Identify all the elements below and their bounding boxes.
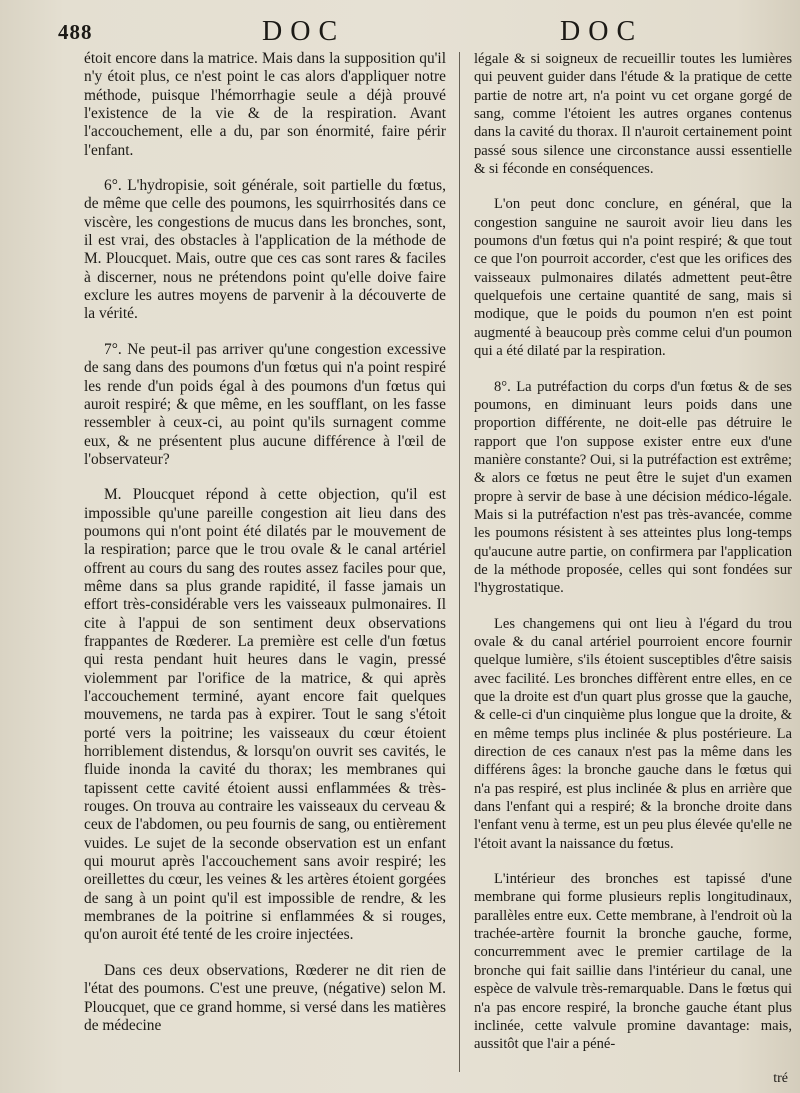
paragraph: étoit encore dans la matrice. Mais dans la supposition qu'il n'y étoit plus, ce n'est point le cas alors d'appliquer notre méthode, puisque l'hémorrhagie seule a déjà prouvé l'existence de la vie & de la respiration. Avant l'accouchement, elle a du, par son énormité, faire périr l'enfant. <box>84 50 446 159</box>
paragraph: M. Ploucquet répond à cette objection, qu'il est impossible qu'une pareille congestion ait lieu dans des poumons qui n'ont point été dilatés par le mouvement de la respiration; parce que le trou ovale & le canal artériel offrent au cours du sang des routes assez faciles pour que, même dans sa plus grande rapidité, il fasse jamais un effort très-considérable vers les vaisseaux pulmonaires. Il cite à l'appui de son sentiment deux observations frappantes de Rœderer. La première est celle d'un fœtus qui resta pendant huit heures dans le vagin, pressé violemment par l'orifice de la matrice, & qui après l'accouchement terminé, ayant encore fait quelques mouvemens, ne tarda pas à expirer. Tout le sang s'étoit porté vers la poitrine; les vaisseaux du cœur étoient horriblement distendus, & lorsqu'on ouvrit ses cavités, le fluide inonda la cavité du thorax; les membranes qui tapissent cette cavité étoient aussi enflammées & très-rouges. On trouva au contraire les vaisseaux du cerveau & ceux de l'abdomen, ou peu fournis de sang, ou entièrement vuides. Le sujet de la seconde observation est un enfant qui mourut après l'accouchement sans avoir respiré; les oreillettes du cœur, les veines & les artères étoient gorgées de sang à un point qu'il est impossible de rendre, & les membranes de la poitrine si enflammées & si rouges, qu'on auroit été tenté de les croire injectées. <box>84 486 446 944</box>
page-number: 488 <box>58 20 93 44</box>
paragraph: 6°. L'hydropisie, soit générale, soit partielle du fœtus, de même que celle des poumons, les squirrhosités dans ce viscère, les congestions de mucus dans les bronches, sont, il est vrai, des obstacles à l'application de la méthode de M. Ploucquet. Mais, outre que ces cas sont rares & faciles à discerner, nous ne prétendons point qu'elle doive faire exclure les autres moyens de parvenir à la découverte de la vérité. <box>84 177 446 323</box>
running-head-right: DOC <box>560 16 644 47</box>
running-head-left: DOC <box>262 16 346 47</box>
paragraph: Les changemens qui ont lieu à l'égard du trou ovale & du canal artériel pourroient encore fournir quelque lumière, s'ils étoient susceptibles d'être saisis avec facilité. Les bronches diffèrent entre elles, en ce que la droite est d'un quart plus grosse que la gauche, & celle-ci d'un cinquième plus longue que la droite, & en même temps plus inclinée & plus postérieure. La direction de ces canaux n'est pas la même dans les différens âges: la bronche gauche dans le fœtus qui n'a pas respiré, est plus inclinée & plus en arrière que dans l'enfant qui a respiré; & la bronche droite dans l'enfant venu à terme, est un peu plus élevée qu'elle ne l'étoit avant la naissance du fœtus. <box>474 615 792 852</box>
column-divider <box>459 52 460 1072</box>
catchword: tré <box>773 1071 788 1086</box>
paragraph: L'intérieur des bronches est tapissé d'une membrane qui forme plusieurs replis longitudinaux, parallèles entre eux. Cette membrane, à l'endroit où la trachée-artère fournit la bronche gauche, forme, concurremment avec le premier cartilage de la bronche qui fait saillie dans l'intérieur du canal, une espèce de valvule très-remarquable. Dans le fœtus qui n'a pas encore respiré, la bronche gauche étant plus inclinée, cette valvule promine davantage: mais, aussitôt que l'air a péné- <box>474 871 792 1053</box>
paragraph: L'on peut donc conclure, en général, que la congestion sanguine ne sauroit avoir lieu dans les poumons d'un fœtus qui n'a point respiré; & que tout ce que l'on pourroit accorder, c'est que les orifices des vaisseaux pulmonaires dilatés admettent peut-être quelquefois une certaine quantité de sang, mais si modique, que le poids du poumon n'en est point augmenté à beaucoup près comme celui d'un poumon qui a été dilaté par la respiration. <box>474 196 792 360</box>
paragraph: Dans ces deux observations, Rœderer ne dit rien de l'état des poumons. C'est une preuve, (négative) selon M. Ploucquet, que ce grand homme, si versé dans les matières de médecine <box>84 961 446 1034</box>
paragraph: 8°. La putréfaction du corps d'un fœtus & de ses poumons, en diminuant leurs poids dans une proportion différente, ne doit-elle pas détruire le rapport que l'on suppose exister entre eux d'une manière constante? Oui, si la putréfaction est extrême; & alors ce fœtus ne peut être le sujet d'un examen propre à servir de base à une décision médico-légale. Mais si la putréfaction n'est pas très-avancée, comme les poumons résistent à ses atteintes plus long-temps qu'aucune autre partie, on confirmera par l'application de la méthode proposée, celles qui sont fondées sur l'hygrostatique. <box>474 378 792 597</box>
page-header <box>0 14 800 48</box>
left-column <box>84 50 446 1080</box>
paragraph: légale & si soigneux de recueillir toutes les lumières qui peuvent guider dans l'étude & la pratique de cette partie de notre art, n'a point vu cet organe gorgé de sang, comme l'étoient les autres organes contenus dans la cavité du thorax. Il n'auroit certainement point passé sous silence une circonstance aussi essentielle & si féconde en conséquences. <box>474 51 792 178</box>
paragraph: 7°. Ne peut-il pas arriver qu'une congestion excessive de sang dans des poumons d'un fœtus qui n'a point respiré les rende d'un poids égal à des poumons d'un fœtus qui auroit respiré; & que même, en les soufflant, on les fasse ressembler à ceux-ci, au point qu'ils surnagent comme eux, & ne présentent plus aucune différence à l'œil de l'observateur? <box>84 340 446 468</box>
right-column <box>474 50 792 1080</box>
